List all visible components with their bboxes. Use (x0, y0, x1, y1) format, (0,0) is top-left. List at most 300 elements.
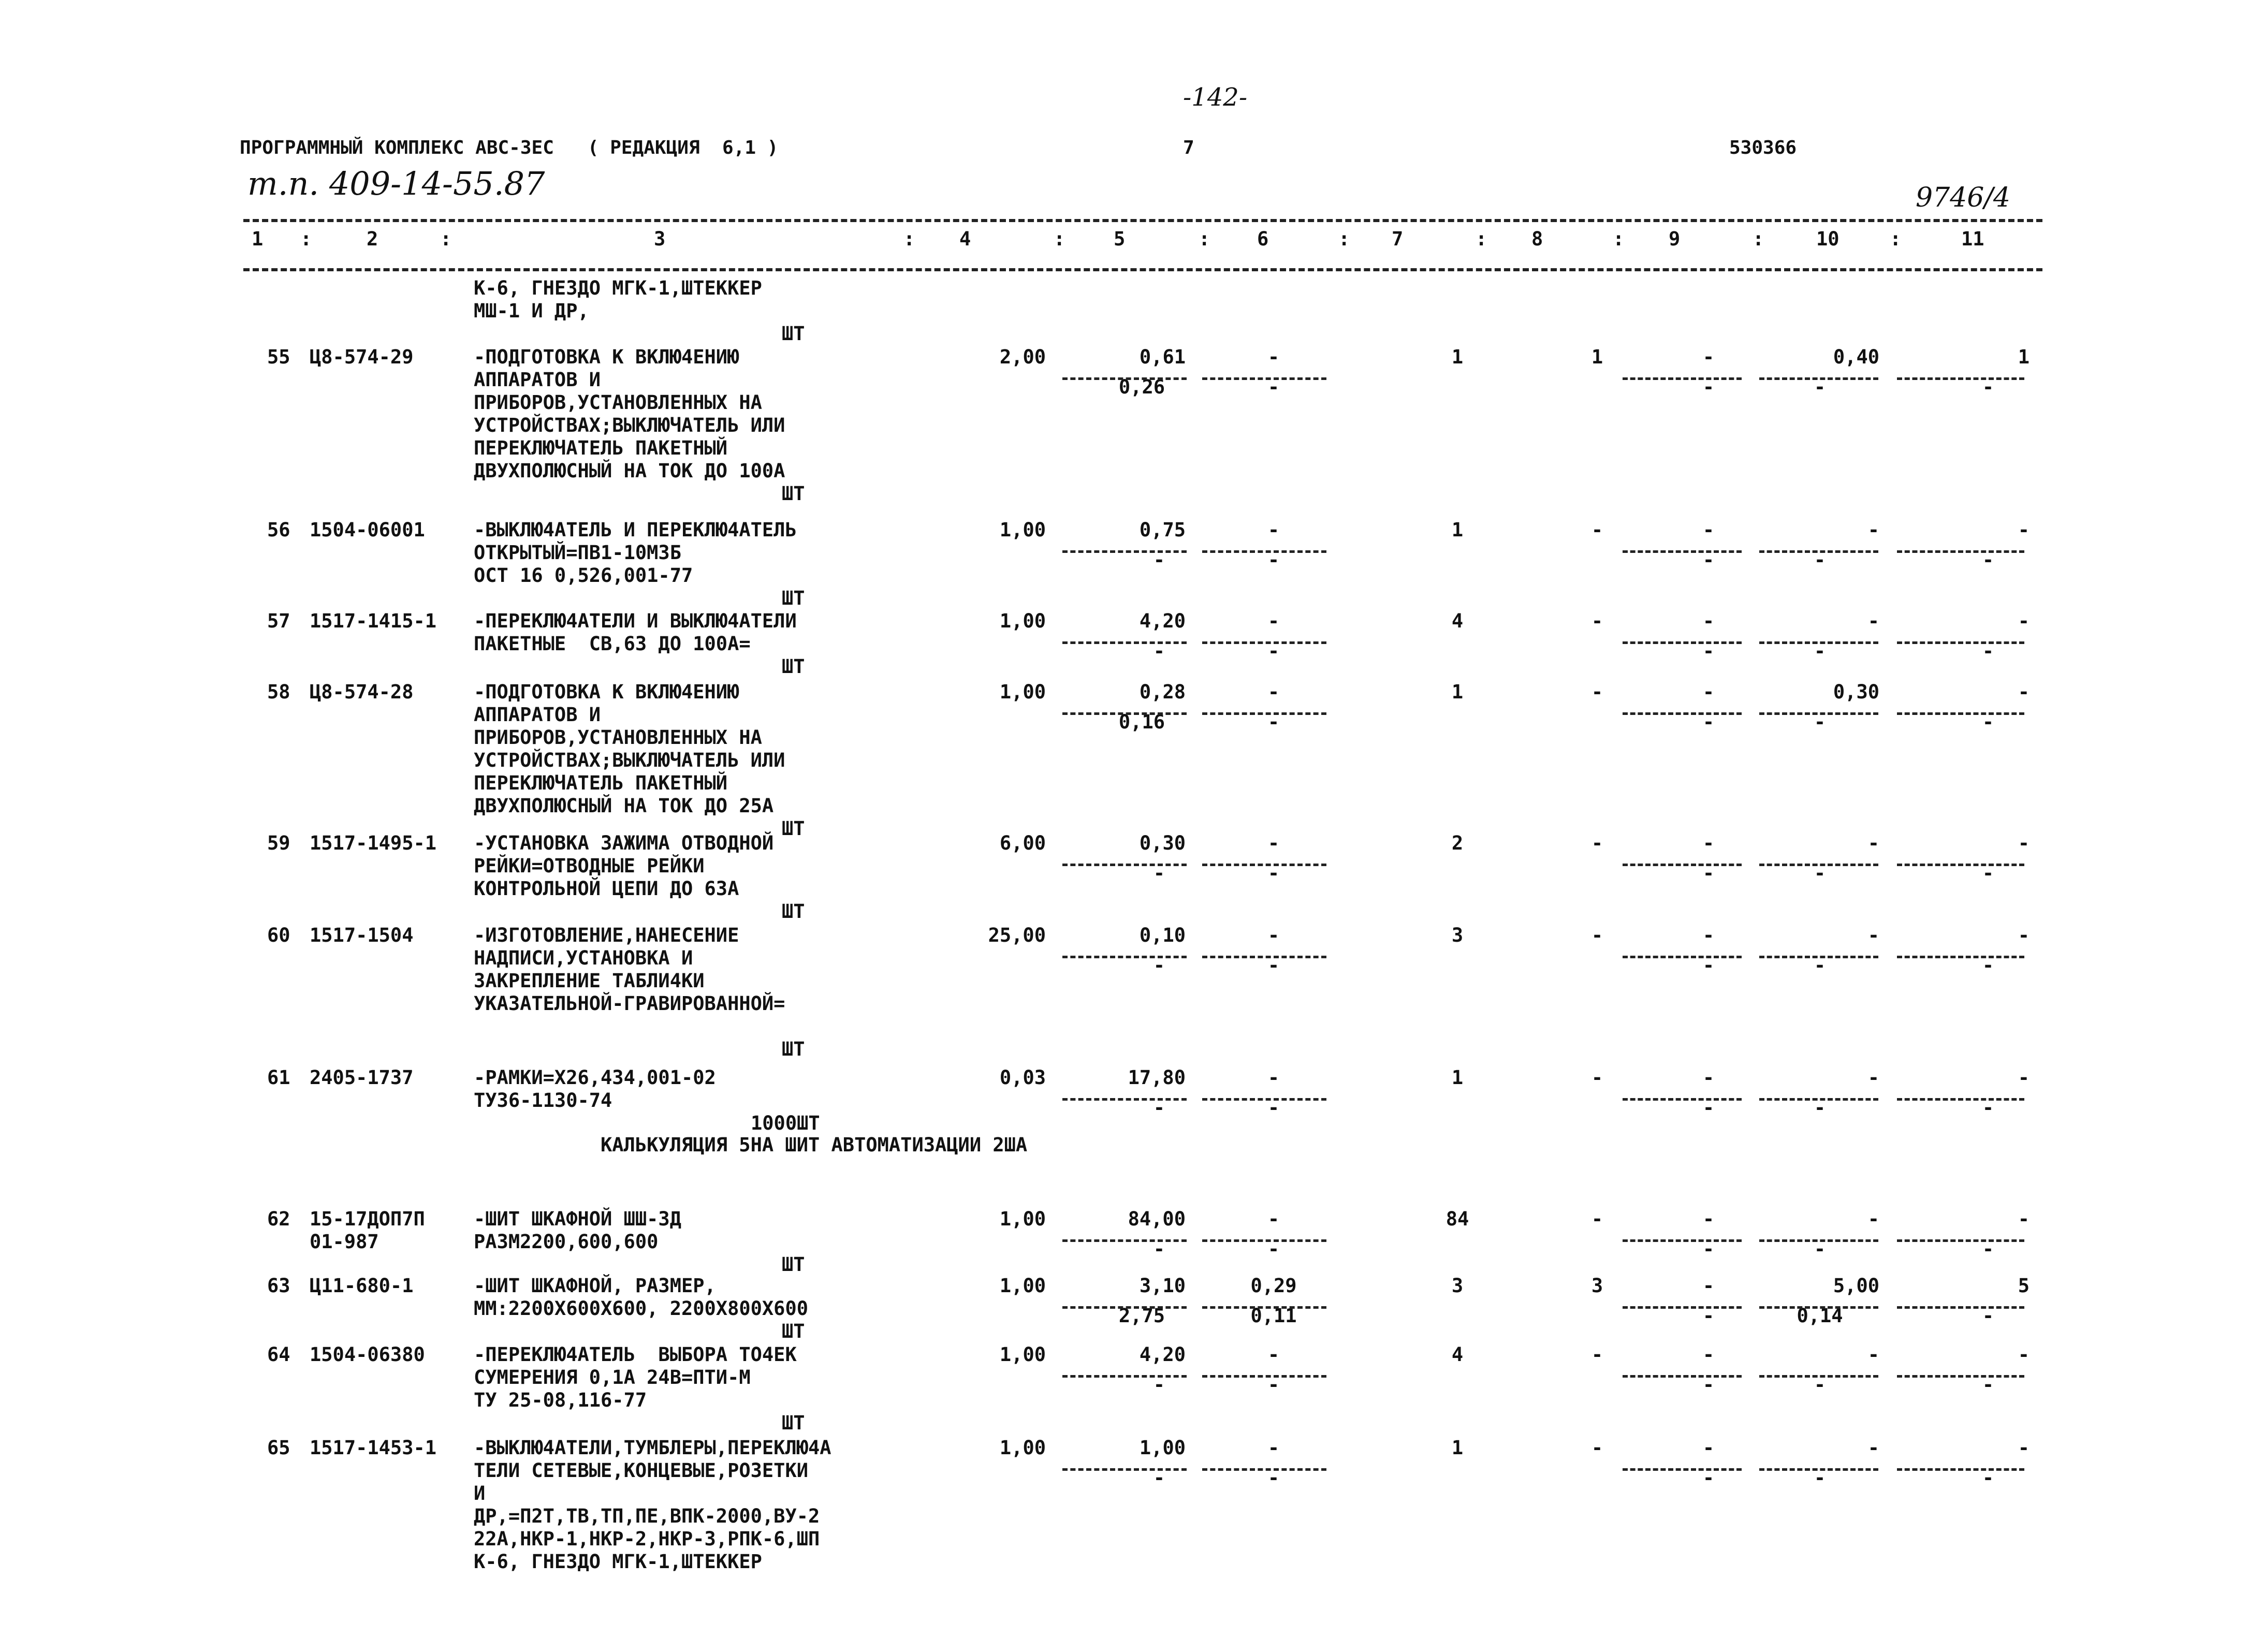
column-divider: : (1199, 228, 1210, 250)
document-code: 530366 (1729, 137, 1797, 158)
unit-label: ШТ (782, 483, 805, 505)
cell-separator (1202, 712, 1326, 715)
description-line: ДВУХПОЛЮСНЫЙ НА ТОК ДО 25А (474, 795, 774, 817)
col8-value: - (1591, 1066, 1603, 1089)
col6-value: - (1267, 1066, 1280, 1089)
row-code: 1504-06001 (310, 519, 425, 541)
description-line: -ПОДГОТОВКА К ВКЛЮ4ЕНИЮ (474, 346, 739, 368)
description-line: КОНТРОЛЬНОЙ ЦЕПИ ДО 63А (474, 878, 739, 900)
cell-separator (1202, 864, 1326, 866)
quantity-value: 6,00 (999, 832, 1046, 854)
col6-value: - (1267, 1437, 1280, 1459)
col11-sub-value: - (1982, 1305, 1994, 1327)
row-number: 59 (267, 832, 290, 854)
column-header: 10 (1816, 228, 1839, 250)
quantity-value: 2,00 (999, 346, 1046, 368)
row-code: 15-17ДОП7П (310, 1208, 425, 1230)
cost-sub-value: - (1153, 1373, 1165, 1396)
col6-sub-value: - (1267, 1373, 1280, 1396)
cell-separator (1897, 956, 2024, 958)
page-number: -142- (1183, 83, 1248, 112)
column-divider: : (1890, 228, 1902, 250)
cell-separator (1062, 1468, 1187, 1471)
col11-value: - (2018, 519, 2030, 541)
col9-value: - (1702, 346, 1715, 368)
col10-value: - (1867, 1208, 1879, 1230)
cell-separator (1623, 1239, 1742, 1242)
row-code: 2405-1737 (310, 1066, 414, 1089)
cost-sub-value: - (1153, 640, 1165, 662)
cost-value: 4,20 (1139, 1343, 1186, 1366)
col6-sub-value: - (1267, 862, 1280, 884)
section-title: КАЛЬКУЛЯЦИЯ 5НА ШИТ АВТОМАТИЗАЦИИ 2ША (601, 1134, 1028, 1156)
col6-value: - (1267, 832, 1280, 854)
cell-separator (1623, 1468, 1742, 1471)
description-line: 22А,НКР-1,НКР-2,НКР-3,РПК-6,ШП (474, 1528, 820, 1550)
description-line: -ШИТ ШКАФНОЙ ШШ-3Д (474, 1208, 681, 1230)
carryover-line: ШТ (782, 323, 805, 345)
description-line: ОТКРЫТЫЙ=ПВ1-10М3Б (474, 542, 681, 564)
column-header: 9 (1669, 228, 1681, 250)
description-line: ЗАКРЕПЛЕНИЕ ТАБЛИ4КИ (474, 970, 705, 992)
col11-sub-value: - (1982, 1097, 1994, 1119)
col10-value: - (1867, 832, 1879, 854)
col8-value: - (1591, 1437, 1603, 1459)
col10-sub-value: - (1814, 376, 1826, 398)
col6-value: - (1267, 610, 1280, 632)
cell-separator (1623, 1098, 1742, 1101)
description-line: ТУ 25-08,116-77 (474, 1389, 647, 1411)
col9-sub-value: - (1702, 376, 1715, 398)
cell-separator (1759, 1468, 1878, 1471)
col7-value: 1 (1451, 1437, 1464, 1459)
col11-value: - (2018, 1437, 2030, 1459)
header-bottom-rule (243, 268, 2042, 271)
quantity-value: 1,00 (999, 1437, 1046, 1459)
column-header: 11 (1961, 228, 1984, 250)
quantity-value: 1,00 (999, 610, 1046, 632)
cell-separator (1202, 550, 1326, 553)
column-divider: : (1613, 228, 1625, 250)
cell-separator (1897, 1468, 2024, 1471)
cell-separator (1623, 1306, 1742, 1309)
col9-sub-value: - (1702, 640, 1715, 662)
column-header: 7 (1392, 228, 1404, 250)
cell-separator (1759, 377, 1878, 380)
column-divider: : (1054, 228, 1065, 250)
col9-value: - (1702, 1066, 1715, 1089)
description-line: ПРИБОРОВ,УСТАНОВЛЕННЫХ НА (474, 726, 762, 749)
header-top-rule (243, 219, 2042, 222)
col6-sub-value: - (1267, 1238, 1280, 1260)
unit-label: ШТ (782, 587, 805, 609)
description-line: СУМЕРЕНИЯ 0,1А 24В=ПТИ-М (474, 1366, 751, 1388)
unit-label: ШТ (782, 817, 805, 840)
col6-value: - (1267, 681, 1280, 703)
cell-separator (1623, 641, 1742, 644)
cost-value: 0,28 (1139, 681, 1186, 703)
cell-separator (1759, 712, 1878, 715)
col6-sub-value: - (1267, 954, 1280, 976)
column-header: 2 (367, 228, 378, 250)
cell-separator (1759, 1098, 1878, 1101)
row-code: Ц8-574-28 (310, 681, 414, 703)
description-line: УКАЗАТЕЛЬНОЙ-ГРАВИРОВАННОЙ= (474, 992, 785, 1015)
description-line: К-6, ГНЕЗДО МГК-1,ШТЕККЕР (474, 1551, 762, 1573)
cell-separator (1759, 1375, 1878, 1378)
cell-separator (1062, 1375, 1187, 1378)
row-number: 60 (267, 924, 290, 946)
col9-value: - (1702, 924, 1715, 946)
cost-value: 84,00 (1128, 1208, 1186, 1230)
col11-sub-value: - (1982, 862, 1994, 884)
cell-separator (1062, 1306, 1187, 1309)
col10-sub-value: 0,14 (1797, 1305, 1843, 1327)
col10-sub-value: - (1814, 1373, 1826, 1396)
cell-separator (1202, 956, 1326, 958)
col10-sub-value: - (1814, 711, 1826, 733)
col9-sub-value: - (1702, 1305, 1715, 1327)
quantity-value: 1,00 (999, 1275, 1046, 1297)
col8-value: 3 (1591, 1275, 1603, 1297)
col10-value: - (1867, 1343, 1879, 1366)
row-number: 62 (267, 1208, 290, 1230)
col11-sub-value: - (1982, 1467, 1994, 1489)
row-number: 64 (267, 1343, 290, 1366)
row-number: 57 (267, 610, 290, 632)
cell-separator (1062, 1239, 1187, 1242)
column-divider: : (1476, 228, 1487, 250)
cost-sub-value: 0,26 (1118, 376, 1165, 398)
cell-separator (1897, 1306, 2024, 1309)
col6-sub-value: - (1267, 640, 1280, 662)
col11-sub-value: - (1982, 954, 1994, 976)
column-header: 3 (654, 228, 666, 250)
cost-value: 1,00 (1139, 1437, 1186, 1459)
cost-sub-value: - (1153, 862, 1165, 884)
column-divider: : (440, 228, 452, 250)
col6-value: - (1267, 1343, 1280, 1366)
cost-sub-value: - (1153, 1238, 1165, 1260)
col9-value: - (1702, 610, 1715, 632)
col11-sub-value: - (1982, 640, 1994, 662)
description-line: -РАМКИ=Х26,434,001-02 (474, 1066, 716, 1089)
col10-value: - (1867, 1437, 1879, 1459)
cell-separator (1897, 377, 2024, 380)
cell-separator (1759, 641, 1878, 644)
unit-label: ШТ (782, 1253, 805, 1276)
cell-separator (1623, 550, 1742, 553)
row-code-line2: 01-987 (310, 1231, 379, 1253)
col7-value: 3 (1451, 924, 1464, 946)
cost-value: 0,61 (1139, 346, 1186, 368)
col10-value: - (1867, 610, 1879, 632)
col7-value: 4 (1451, 610, 1464, 632)
cost-sub-value: - (1153, 954, 1165, 976)
col10-sub-value: - (1814, 954, 1826, 976)
col7-value: 4 (1451, 1343, 1464, 1366)
cell-separator (1202, 1375, 1326, 1378)
cell-separator (1062, 712, 1187, 715)
col6-value: - (1267, 519, 1280, 541)
row-number: 55 (267, 346, 290, 368)
description-line: УСТРОЙСТВАХ;ВЫКЛЮЧАТЕЛЬ ИЛИ (474, 414, 785, 436)
col8-value: - (1591, 610, 1603, 632)
col11-value: - (2018, 1343, 2030, 1366)
col9-sub-value: - (1702, 954, 1715, 976)
cell-separator (1062, 864, 1187, 866)
row-code: Ц8-574-29 (310, 346, 414, 368)
cell-separator (1897, 712, 2024, 715)
description-line: ПЕРЕКЛЮЧАТЕЛЬ ПАКЕТНЫЙ (474, 437, 728, 459)
cost-value: 0,75 (1139, 519, 1186, 541)
col10-sub-value: - (1814, 1238, 1826, 1260)
col9-sub-value: - (1702, 1373, 1715, 1396)
cost-value: 0,10 (1139, 924, 1186, 946)
description-line: ТЕЛИ СЕТЕВЫЕ,КОНЦЕВЫЕ,РОЗЕТКИ (474, 1459, 809, 1482)
col10-value: - (1867, 924, 1879, 946)
cell-separator (1623, 377, 1742, 380)
col6-sub-value: - (1267, 1097, 1280, 1119)
col9-sub-value: - (1702, 711, 1715, 733)
program-title: ПРОГРАММНЫЙ КОМПЛЕКС АВС-3ЕС ( РЕДАКЦИЯ 6,1 ) (240, 137, 779, 158)
quantity-value: 1,00 (999, 681, 1046, 703)
col11-value: - (2018, 610, 2030, 632)
col6-value: - (1267, 924, 1280, 946)
unit-label: ШТ (782, 655, 805, 678)
col7-value: 2 (1451, 832, 1464, 854)
cell-separator (1062, 550, 1187, 553)
col7-value: 1 (1451, 1066, 1464, 1089)
col9-value: - (1702, 519, 1715, 541)
col8-value: - (1591, 832, 1603, 854)
cell-separator (1759, 1239, 1878, 1242)
col7-value: 3 (1451, 1275, 1464, 1297)
col10-value: 5,00 (1833, 1275, 1879, 1297)
col11-value: - (2018, 832, 2030, 854)
row-code: 1504-06380 (310, 1343, 425, 1366)
col9-value: - (1702, 1343, 1715, 1366)
col7-value: 84 (1446, 1208, 1469, 1230)
row-code: 1517-1415-1 (310, 610, 437, 632)
col11-value: 5 (2018, 1275, 2030, 1297)
col6-sub-value: - (1267, 711, 1280, 733)
col6-sub-value: - (1267, 1467, 1280, 1489)
col6-sub-value: - (1267, 549, 1280, 571)
description-line: -ПОДГОТОВКА К ВКЛЮ4ЕНИЮ (474, 681, 739, 703)
description-line: ОСТ 16 0,526,001-77 (474, 564, 693, 587)
col11-value: 1 (2018, 346, 2030, 368)
description-line: АППАРАТОВ И (474, 369, 601, 391)
col6-value: - (1267, 346, 1280, 368)
cell-separator (1623, 956, 1742, 958)
quantity-value: 0,03 (999, 1066, 1046, 1089)
col11-sub-value: - (1982, 1238, 1994, 1260)
description-line: ПАКЕТНЫЕ СВ,63 ДО 100А= (474, 633, 751, 655)
unit-label: ШТ (782, 1038, 805, 1060)
cell-separator (1062, 956, 1187, 958)
col10-sub-value: - (1814, 549, 1826, 571)
cell-separator (1062, 641, 1187, 644)
col10-sub-value: - (1814, 1097, 1826, 1119)
cell-separator (1202, 1098, 1326, 1101)
description-line: -УСТАНОВКА ЗАЖИМА ОТВОДНОЙ (474, 832, 774, 854)
cell-separator (1202, 1239, 1326, 1242)
col11-sub-value: - (1982, 711, 1994, 733)
project-reference: т.п. 409-14-55.87 (247, 165, 545, 202)
col6-sub-value: - (1267, 376, 1280, 398)
col6-value: 0,29 (1250, 1275, 1297, 1297)
col11-sub-value: - (1982, 1373, 1994, 1396)
col9-sub-value: - (1702, 1238, 1715, 1260)
cell-separator (1623, 712, 1742, 715)
cell-separator (1897, 550, 2024, 553)
row-code: 1517-1453-1 (310, 1437, 437, 1459)
description-line: АППАРАТОВ И (474, 704, 601, 726)
sheet-number: 7 (1183, 137, 1194, 158)
description-line: РЕЙКИ=ОТВОДНЫЕ РЕЙКИ (474, 855, 705, 877)
description-line: НАДПИСИ,УСТАНОВКА И (474, 947, 693, 969)
col9-value: - (1702, 681, 1715, 703)
col8-value: 1 (1591, 346, 1603, 368)
column-divider: : (1753, 228, 1764, 250)
col8-value: - (1591, 519, 1603, 541)
col9-sub-value: - (1702, 1097, 1715, 1119)
quantity-value: 1,00 (999, 519, 1046, 541)
column-divider: : (300, 228, 312, 250)
unit-label: ШТ (782, 1412, 805, 1434)
column-header: 5 (1114, 228, 1126, 250)
cell-separator (1897, 641, 2024, 644)
column-divider: : (1338, 228, 1350, 250)
row-code: 1517-1495-1 (310, 832, 437, 854)
col10-sub-value: - (1814, 1467, 1826, 1489)
column-header: 6 (1257, 228, 1269, 250)
col11-value: - (2018, 681, 2030, 703)
cell-separator (1202, 1306, 1326, 1309)
col7-value: 1 (1451, 519, 1464, 541)
row-code: 1517-1504 (310, 924, 414, 946)
cell-separator (1897, 1375, 2024, 1378)
col10-value: - (1867, 1066, 1879, 1089)
unit-label: ШТ (782, 900, 805, 923)
col7-value: 1 (1451, 346, 1464, 368)
document-reference: 9746/4 (1916, 182, 2010, 213)
unit-label: ШТ (782, 1320, 805, 1342)
description-line: И (474, 1482, 486, 1504)
description-line: -ИЗГОТОВЛЕНИЕ,НАНЕСЕНИЕ (474, 924, 739, 946)
col8-value: - (1591, 1208, 1603, 1230)
cost-value: 3,10 (1139, 1275, 1186, 1297)
col8-value: - (1591, 1343, 1603, 1366)
cost-value: 0,30 (1139, 832, 1186, 854)
quantity-value: 1,00 (999, 1208, 1046, 1230)
cost-sub-value: 2,75 (1118, 1305, 1165, 1327)
cell-separator (1623, 1375, 1742, 1378)
col11-sub-value: - (1982, 549, 1994, 571)
col8-value: - (1591, 681, 1603, 703)
col6-value: - (1267, 1208, 1280, 1230)
description-line: ПРИБОРОВ,УСТАНОВЛЕННЫХ НА (474, 391, 762, 414)
row-number: 58 (267, 681, 290, 703)
description-line: ММ:2200Х600Х600, 2200Х800Х600 (474, 1297, 809, 1320)
col8-value: - (1591, 924, 1603, 946)
column-header: 4 (959, 228, 971, 250)
description-line: -ШИТ ШКАФНОЙ, РАЗМЕР, (474, 1275, 716, 1297)
cost-value: 17,80 (1128, 1066, 1186, 1089)
cell-separator (1202, 377, 1326, 380)
carryover-line: МШ-1 И ДР, (474, 300, 589, 322)
col10-sub-value: - (1814, 640, 1826, 662)
cell-separator (1623, 864, 1742, 866)
description-line: ПЕРЕКЛЮЧАТЕЛЬ ПАКЕТНЫЙ (474, 772, 728, 794)
cell-separator (1759, 1306, 1878, 1309)
col10-value: 0,40 (1833, 346, 1879, 368)
description-line: -ПЕРЕКЛЮ4АТЕЛИ И ВЫКЛЮ4АТЕЛИ (474, 610, 797, 632)
cell-separator (1062, 377, 1187, 380)
col10-sub-value: - (1814, 862, 1826, 884)
cost-value: 4,20 (1139, 610, 1186, 632)
cost-sub-value: - (1153, 1097, 1165, 1119)
col11-value: - (2018, 1066, 2030, 1089)
row-number: 63 (267, 1275, 290, 1297)
description-line: ДР,=П2Т,ТВ,ТП,ПЕ,ВПК-2000,ВУ-2 (474, 1505, 820, 1527)
col9-value: - (1702, 1275, 1715, 1297)
unit-label: 1000ШТ (751, 1112, 820, 1134)
cost-sub-value: - (1153, 549, 1165, 571)
col7-value: 1 (1451, 681, 1464, 703)
cost-sub-value: 0,16 (1118, 711, 1165, 733)
col9-value: - (1702, 1208, 1715, 1230)
quantity-value: 1,00 (999, 1343, 1046, 1366)
description-line: -ВЫКЛЮ4АТЕЛЬ И ПЕРЕКЛЮ4АТЕЛЬ (474, 519, 797, 541)
col9-value: - (1702, 1437, 1715, 1459)
column-divider: : (903, 228, 915, 250)
description-line: УСТРОЙСТВАХ;ВЫКЛЮЧАТЕЛЬ ИЛИ (474, 749, 785, 771)
column-header: 1 (252, 228, 264, 250)
cost-sub-value: - (1153, 1467, 1165, 1489)
cell-separator (1202, 1468, 1326, 1471)
description-line: РАЗМ2200,600,600 (474, 1231, 659, 1253)
carryover-line: К-6, ГНЕЗДО МГК-1,ШТЕККЕР (474, 277, 762, 299)
row-number: 56 (267, 519, 290, 541)
row-code: Ц11-680-1 (310, 1275, 414, 1297)
cell-separator (1062, 1098, 1187, 1101)
cell-separator (1897, 1239, 2024, 1242)
row-number: 61 (267, 1066, 290, 1089)
col9-sub-value: - (1702, 862, 1715, 884)
description-line: ТУ36-1130-74 (474, 1089, 612, 1112)
col11-sub-value: - (1982, 376, 1994, 398)
row-number: 65 (267, 1437, 290, 1459)
col11-value: - (2018, 1208, 2030, 1230)
col10-value: - (1867, 519, 1879, 541)
col9-sub-value: - (1702, 1467, 1715, 1489)
quantity-value: 25,00 (988, 924, 1046, 946)
cell-separator (1897, 864, 2024, 866)
col10-value: 0,30 (1833, 681, 1879, 703)
description-line: -ПЕРЕКЛЮ4АТЕЛЬ ВЫБОРА ТО4ЕК (474, 1343, 797, 1366)
col9-sub-value: - (1702, 549, 1715, 571)
col6-sub-value: 0,11 (1250, 1305, 1297, 1327)
description-line: ДВУХПОЛЮСНЫЙ НА ТОК ДО 100А (474, 460, 785, 482)
cell-separator (1202, 641, 1326, 644)
cell-separator (1759, 864, 1878, 866)
column-header: 8 (1531, 228, 1543, 250)
cell-separator (1897, 1098, 2024, 1101)
cell-separator (1759, 550, 1878, 553)
col9-value: - (1702, 832, 1715, 854)
